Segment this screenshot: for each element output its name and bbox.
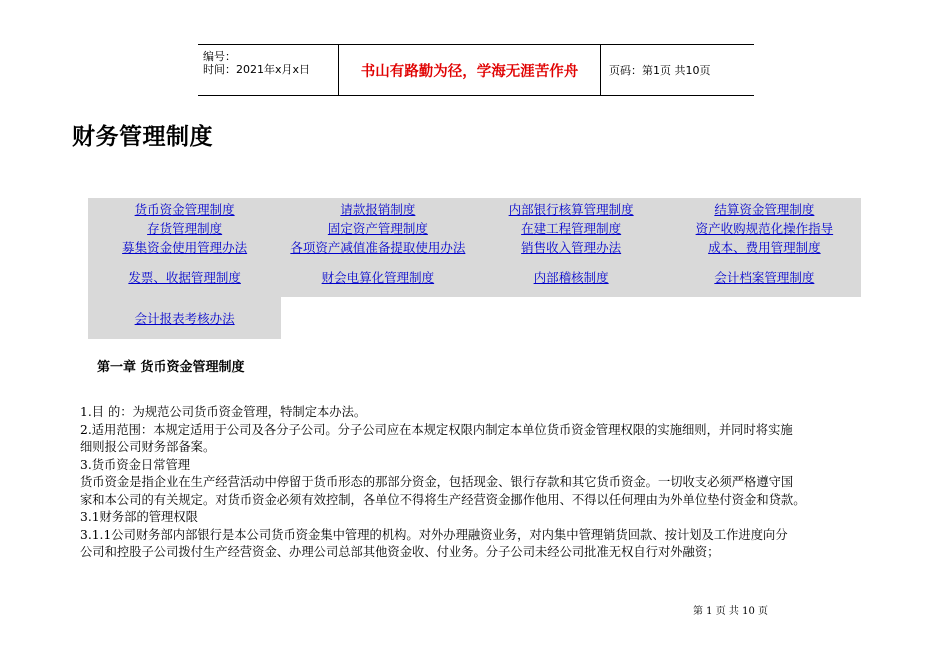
link-impairment[interactable]: 各项资产减值准备提取使用办法 [290,240,466,255]
link-row [88,297,281,339]
link-row [88,219,861,238]
time-label: 时间：2021年x月x日 [203,63,311,76]
page-footer: 第 1 页 共 10 页 [693,606,768,617]
link-report-assessment[interactable]: 会计报表考核办法 [134,310,235,326]
paragraph-line: 2.适用范围：本规定适用于公司及各分子公司。分子公司应在本规定权限内制定本单位货币资金管理权限的实施细则，并同时将实施 [80,422,793,437]
paragraph-line: 1.目 的：为规范公司货币资金管理，特制定本办法。 [80,405,367,419]
number-label: 编号： [203,50,236,63]
link-computerized-accounting[interactable]: 财会电算化管理制度 [321,269,435,285]
link-row [88,238,861,257]
link-cash-management[interactable]: 货币资金管理制度 [134,202,235,217]
link-expense-claims[interactable]: 请款报销制度 [340,202,416,217]
link-sales-revenue[interactable]: 销售收入管理办法 [521,240,622,255]
header-info-cell [198,45,339,95]
link-row [88,198,861,219]
link-asset-acquisition[interactable]: 资产收购规范化操作指导 [695,221,834,236]
link-internal-audit[interactable]: 内部稽核制度 [533,269,609,285]
paragraph-line: 3.1财务部的管理权限 [80,510,198,524]
paragraph-line: 3.货币资金日常管理 [80,457,191,472]
link-raised-funds[interactable]: 募集资金使用管理办法 [122,240,248,255]
link-fixed-assets[interactable]: 固定资产管理制度 [327,221,428,236]
link-invoices[interactable]: 发票、收据管理制度 [128,269,241,285]
body-text [80,404,880,562]
link-table [88,198,861,339]
header-page-label: 页码：第1页 共10页 [609,64,711,77]
chapter-heading: 第一章 货币资金管理制度 [97,360,245,375]
document-header [198,44,754,96]
document-title: 财务管理制度 [72,124,213,150]
link-archives[interactable]: 会计档案管理制度 [714,269,815,285]
link-construction[interactable]: 在建工程管理制度 [521,221,622,236]
link-settlement-funds[interactable]: 结算资金管理制度 [714,202,815,217]
paragraph-line: 货币资金是指企业在生产经营活动中停留于货币形态的那部分资金，包括现金、银行存款和其它货币资金。一切收支必须严格遵守国 [80,475,794,489]
paragraph-line: 家和本公司的有关规定。对货币资金必须有效控制，各单位不得将生产经营资金挪作他用、不得以任何理由为外单位垫付资金和贷款。 [80,492,806,507]
header-motto: 书山有路勤为径，学海无涯苦作舟 [339,45,601,95]
paragraph-line: 3.1.1公司财务部内部银行是本公司货币资金集中管理的机构。对外办理融资业务，对内集中管理销货回款、按计划及工作进度向分 [80,527,788,542]
link-row [88,257,861,297]
link-inventory[interactable]: 存货管理制度 [147,221,223,236]
link-internal-bank[interactable]: 内部银行核算管理制度 [508,202,634,217]
paragraph-line: 公司和控股子公司拨付生产经营资金、办理公司总部其他资金收、付业务。分子公司未经公司批准无权自行对外融资； [80,545,720,559]
link-cost-expense[interactable]: 成本、费用管理制度 [708,240,821,255]
paragraph-line: 细则报公司财务部备案。 [80,440,216,454]
